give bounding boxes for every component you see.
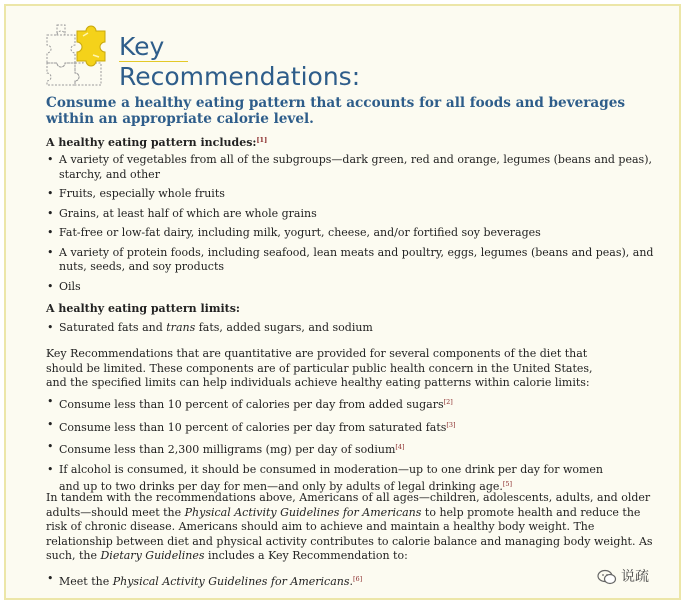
- list-item: • Fat-free or low-fat dairy, including milk, yogurt, cheese, and/or fortified soy beverages: [47, 226, 541, 239]
- list-item: • Consume less than 10 percent of calories per day from added sugars[2]: [47, 395, 453, 411]
- footnote-ref[interactable]: [6]: [353, 575, 363, 583]
- includes-list-wrap: [46, 153, 660, 299]
- footnote-ref[interactable]: [3]: [446, 420, 456, 429]
- closing-list-wrap: [46, 572, 362, 595]
- list-item: • Saturated fats and trans fats, added sugars, and sodium: [47, 321, 373, 334]
- page-title: [119, 32, 360, 91]
- list-item: • A variety of vegetables from all of the subgroups—dark green, red and orange, legumes (beans and peas), starchy, and other: [47, 153, 652, 181]
- includes-heading: A healthy eating pattern includes:[1]: [46, 136, 268, 149]
- limits-list: [46, 321, 373, 336]
- list-item: • Oils: [47, 279, 81, 293]
- wechat-icon: [597, 569, 617, 585]
- quantitative-section: [46, 347, 616, 391]
- list-item: • Meet the Physical Activity Guidelines for Americans.[6]: [47, 572, 363, 588]
- includes-list: [46, 153, 660, 294]
- footnote-ref[interactable]: [5]: [502, 480, 513, 488]
- limits-heading: A healthy eating pattern limits:: [46, 302, 240, 315]
- watermark: [597, 566, 649, 586]
- list-item: • Grains, at least half of which are whole grains: [47, 206, 317, 220]
- quantitative-intro: Key Recommendations that are quantitative are provided for several components of the diet that should be limited. These components are of particular public health concern in the United States, and the specified limits can help individuals achieve healthy eating patterns within calorie limits:: [46, 347, 593, 389]
- footnote-ref[interactable]: [4]: [395, 443, 405, 451]
- list-item: • Consume less than 2,300 milligrams (mg) per day of sodium[4]: [47, 440, 405, 456]
- quantitative-list-wrap: [46, 395, 646, 500]
- watermark-text: 说疏: [621, 569, 649, 585]
- includes-section: [46, 133, 267, 151]
- puzzle-pieces-icon: [43, 23, 113, 89]
- closing-section: [46, 491, 658, 564]
- footnote-ref[interactable]: [2]: [443, 398, 453, 406]
- recommendations-panel: [4, 4, 681, 600]
- closing-paragraph: In tandem with the recommendations above, Americans of all ages—children, adolescents, adults, and older adults—should meet the Physical Activity Guidelines for Americans to help promote health and reduce the risk of chronic disease. Americans should aim to achieve and maintain a healthy body weight. The relationship between diet and physical activity contributes to calorie balance and managing body weight. As such, the Dietary Guidelines includes a Key Recommendation to:: [46, 491, 653, 562]
- footnote-ref[interactable]: [1]: [256, 136, 268, 144]
- list-item: • A variety of protein foods, including seafood, lean meats and poultry, eggs, legumes (beans and peas), and nuts, seeds, and soy products: [47, 245, 654, 273]
- title-line-1: Key: [119, 32, 188, 62]
- list-item: • Consume less than 10 percent of calories per day from saturated fats[3]: [47, 417, 456, 434]
- closing-list: [46, 572, 362, 590]
- quantitative-list: [46, 395, 646, 495]
- list-item: • If alcohol is consumed, it should be consumed in moderation—up to one drink per day for women and up to two drinks per day for men—and only by adults of legal drinking age.[5]: [47, 462, 604, 493]
- limits-section: [46, 302, 240, 317]
- lead-statement: Consume a healthy eating pattern that accounts for all foods and beverages within an appropriate calorie level.: [46, 95, 626, 127]
- limits-list-wrap: [46, 321, 373, 341]
- title-line-2: Recommendations:: [119, 62, 361, 91]
- list-item: • Fruits, especially whole fruits: [47, 187, 225, 200]
